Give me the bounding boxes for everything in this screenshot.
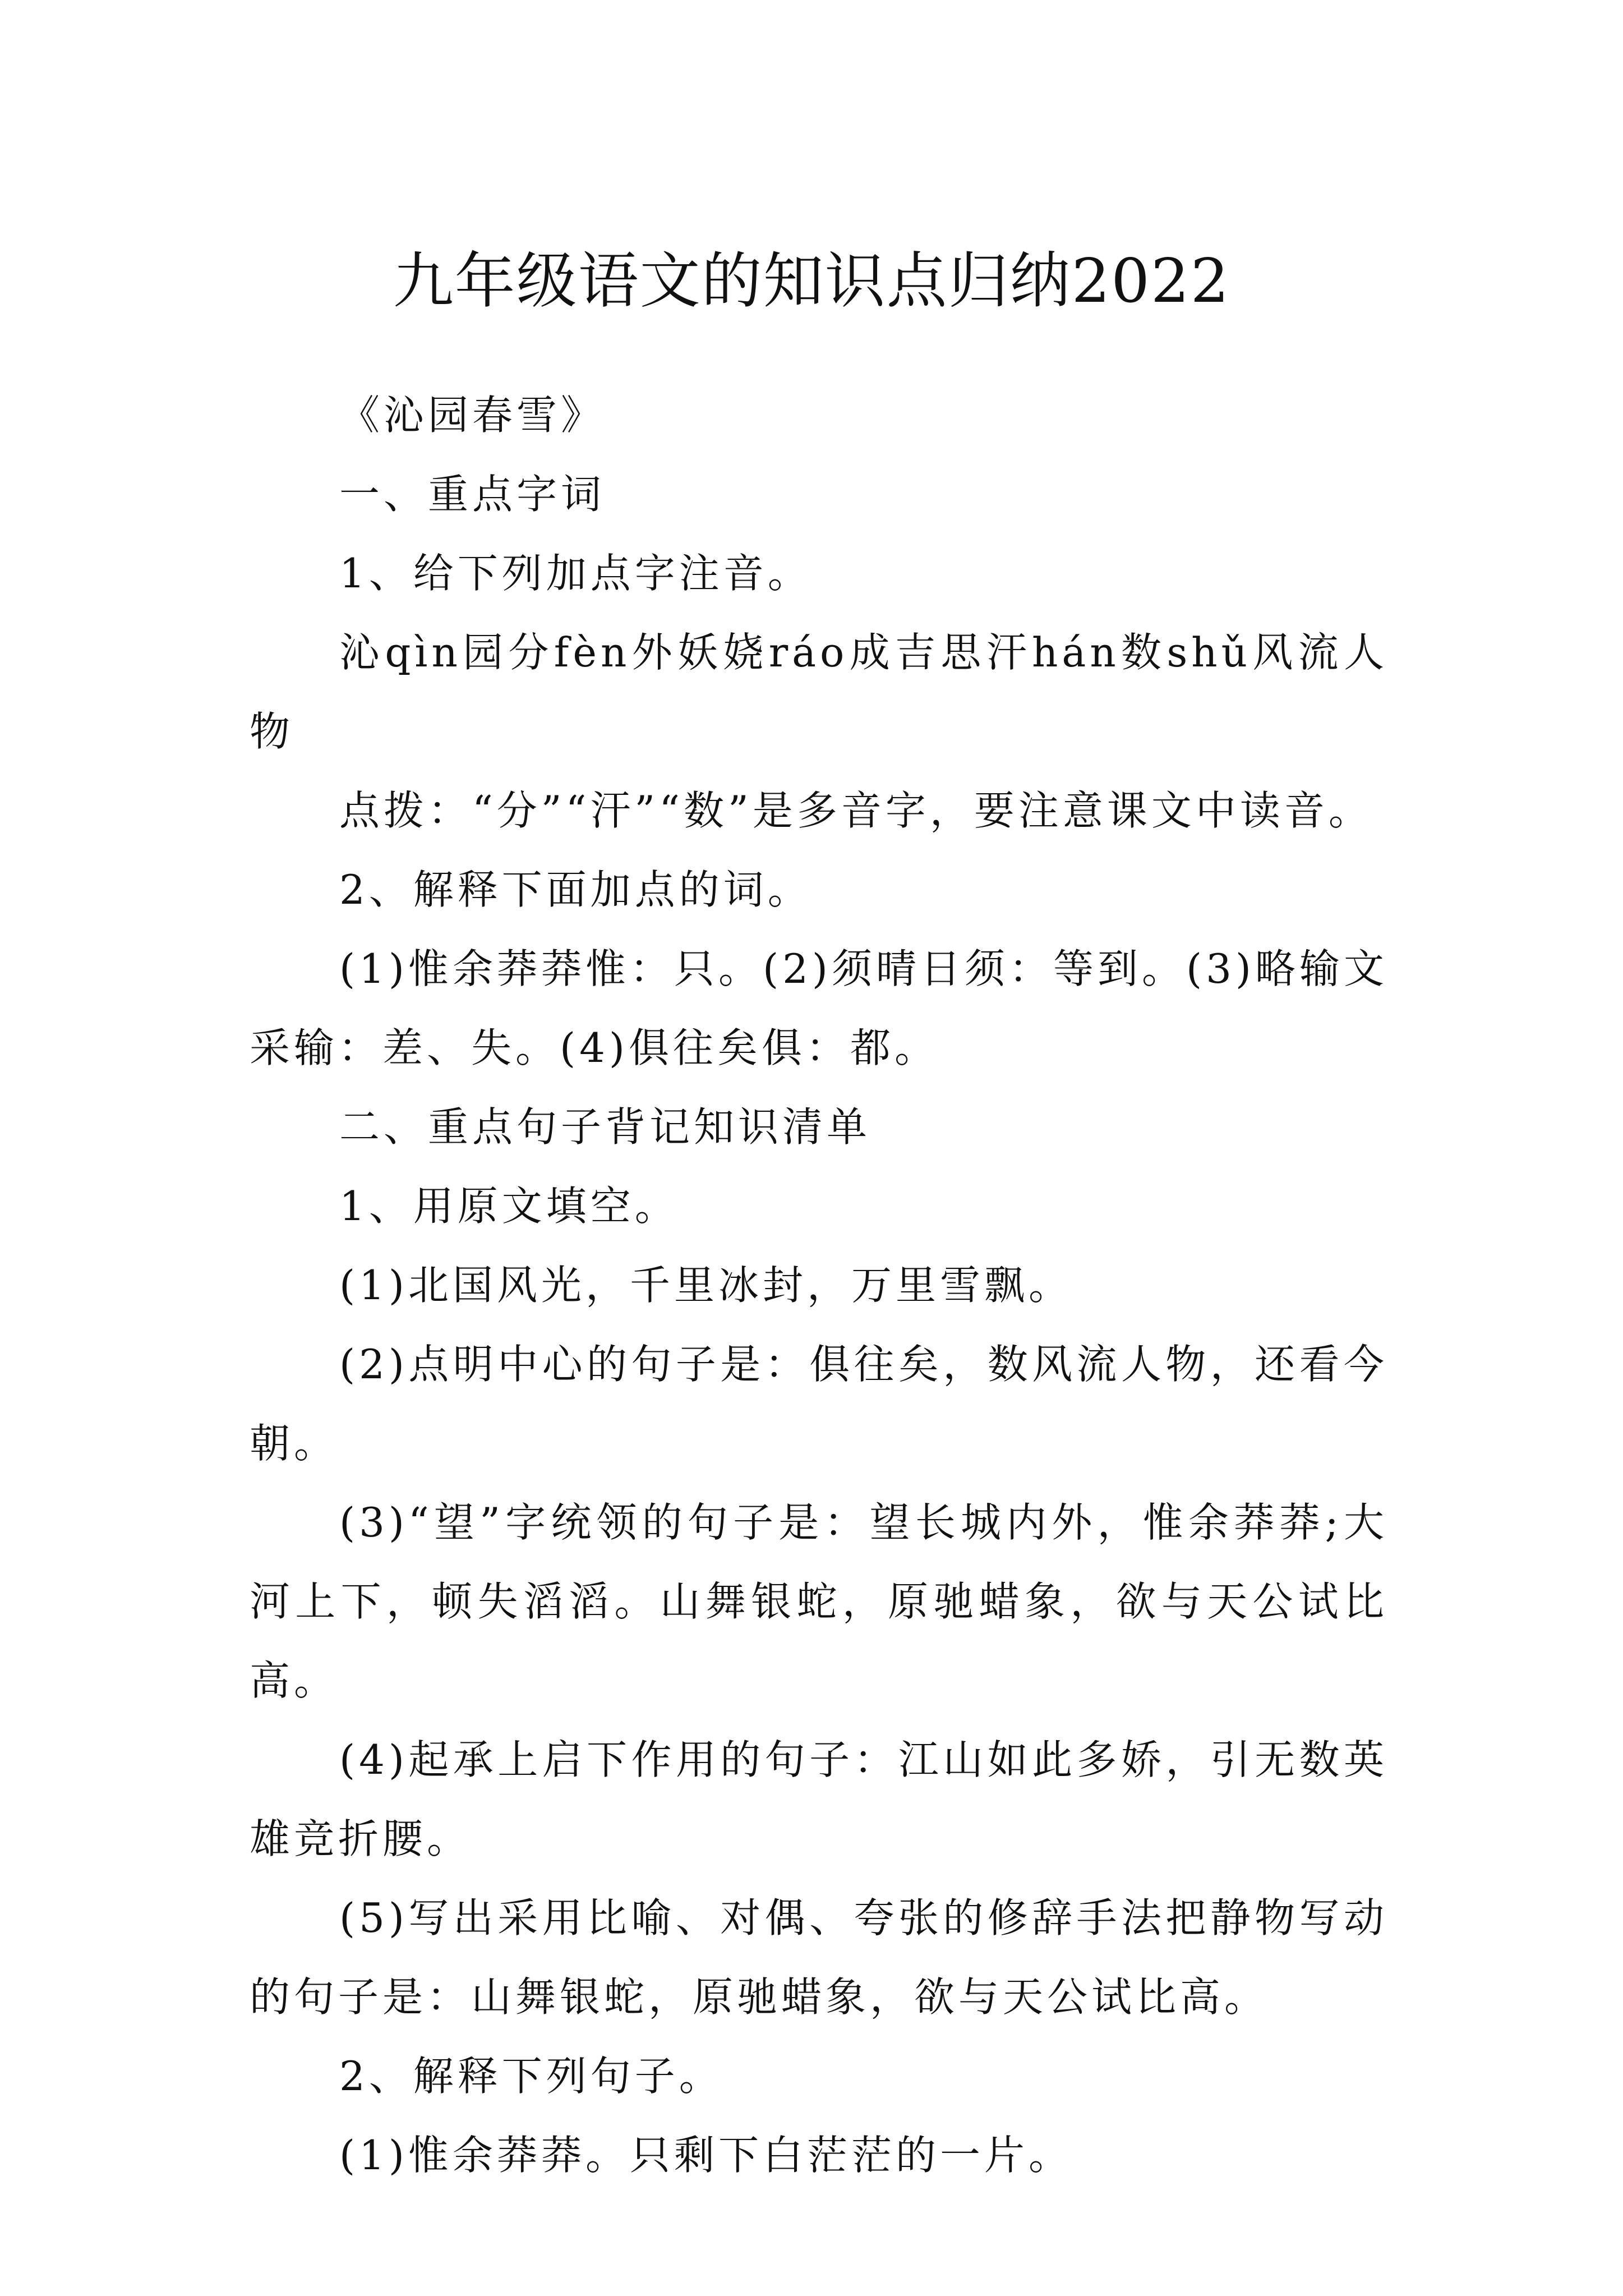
paragraph-pinyin-list: 沁qìn园分fèn外妖娆ráo成吉思汗hán数shǔ风流人物 (250, 629, 1388, 755)
paragraph-tip: 点拨：“分”“汗”“数”是多音字，要注意课文中读音。 (339, 787, 1373, 834)
document-body (250, 376, 1388, 2195)
paragraph-fill-in-2: (2)点明中心的句子是：俱往矣，数风流人物，还看今朝。 (250, 1341, 1388, 1467)
paragraph-fill-in-heading: 1、用原文填空。 (339, 1182, 679, 1230)
paragraph-word-explanations: (1)惟余莽莽惟：只。(2)须晴日须：等到。(3)略输文采输：差、失。(4)俱往矣俱：都。 (250, 945, 1388, 1071)
paragraph-explain-1: (1)惟余莽莽。只剩下白茫茫的一片。 (339, 2132, 1073, 2179)
paragraph-fill-in-4: (4)起承上启下作用的句子：江山如此多娇，引无数英雄竞折腰。 (250, 1736, 1388, 1862)
paragraph-poem-title: 《沁园春雪》 (339, 392, 606, 439)
paragraph-section-1-heading: 一、重点字词 (339, 471, 606, 518)
paragraph-explain-heading: 2、解释下列句子。 (339, 2053, 723, 2100)
paragraph-question-2: 2、解释下面加点的词。 (339, 866, 812, 913)
paragraph-fill-in-3: (3)“望”字统领的句子是：望长城内外，惟余莽莽;大河上下，顿失滔滔。山舞银蛇，原驰蜡象，欲与天公试比高。 (250, 1499, 1388, 1704)
paragraph-section-2-heading: 二、重点句子背记知识清单 (339, 1103, 872, 1151)
paragraph-fill-in-5: (5)写出采用比喻、对偶、夸张的修辞手法把静物写动的句子是：山舞银蛇，原驰蜡象，欲与天公试比高。 (250, 1894, 1388, 2021)
document-title: 九年级语文的知识点归纳2022 (393, 246, 1230, 317)
paragraph-question-1: 1、给下列加点字注音。 (339, 550, 812, 597)
paragraph-fill-in-1: (1)北国风光，千里冰封，万里雪飘。 (339, 1262, 1073, 1309)
